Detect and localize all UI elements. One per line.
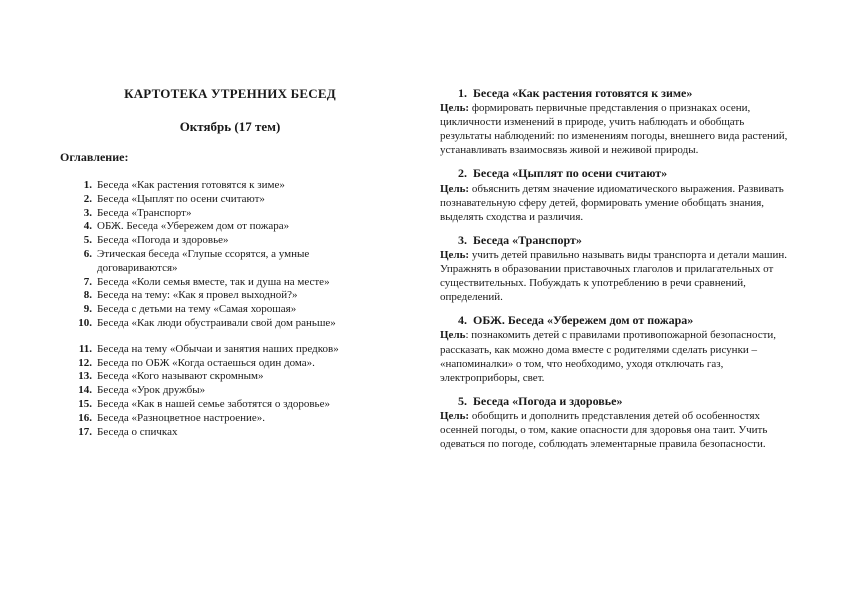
goal-text: объяснить детям значение идиоматического выражения. Развивать познавательную сферу детей, формировать умение обобщать знания, выделять сходства и различия. (440, 182, 784, 223)
section-number: 4. (458, 313, 467, 328)
toc-item-number: 16. (78, 411, 92, 424)
toc-item-text: Беседа по ОБЖ «Когда остаешься один дома». (97, 356, 315, 369)
toc-item (72, 398, 392, 412)
toc-item (72, 179, 392, 193)
section-goal (440, 101, 790, 157)
toc-item-number: 3. (83, 206, 92, 219)
toc-item-number: 10. (78, 316, 92, 329)
toc-item-number: 4. (83, 220, 92, 233)
goal-label: Цель: (440, 409, 470, 422)
section-heading (440, 313, 790, 327)
toc-item-text: Беседа «Погода и здоровье» (97, 234, 229, 247)
goal-text: учить детей правильно называть виды транспорта и детали машин. Упражнять в образовании приставочных глаголов и прилагательных от существительных. Побуждать к употреблению в речи сравнений, определений. (440, 248, 788, 304)
toc-item (72, 426, 392, 440)
toc-item-number: 9. (83, 303, 92, 316)
toc-item (72, 317, 392, 331)
toc-item-text: Беседа «Транспорт» (97, 206, 192, 219)
toc-item-text: Беседа «Урок дружбы» (97, 384, 206, 397)
toc-item-text: Беседа с детьми на тему «Самая хорошая» (97, 303, 297, 316)
toc-item (72, 357, 392, 371)
section-goal (440, 248, 790, 304)
toc-item-text: Этическая беседа «Глупые ссорятся, а умные договариваются» (97, 247, 310, 274)
toc-item (72, 384, 392, 398)
toc-item-number: 1. (83, 179, 92, 191)
toc-item (72, 412, 392, 426)
document-subtitle: Октябрь (17 тем) (179, 119, 281, 134)
section-heading (440, 394, 790, 408)
toc-item (72, 220, 392, 234)
toc-item-number: 11. (78, 342, 92, 355)
goal-text: формировать первичные представления о признаках осени, цикличности изменений в природе, учить наблюдать и обобщать результаты наблюдений: по изменениям погоды, внешнего вида растений, устанавливать взаимосвязь живой и неживой природы. (440, 102, 788, 157)
toc-item (72, 207, 392, 221)
toc-spacer (72, 331, 392, 343)
toc-item (72, 234, 392, 248)
toc-item-text: ОБЖ. Беседа «Убережем дом от пожара» (97, 220, 290, 233)
toc-heading: Оглавление: (60, 150, 129, 164)
toc-item-number: 17. (78, 425, 92, 438)
conversation-section (440, 86, 790, 157)
section-title: Беседа «Как растения готовятся к зиме» (473, 86, 693, 100)
section-heading (440, 86, 790, 100)
section-title: Беседа «Цыплят по осени считают» (473, 166, 668, 181)
toc-item-number: 7. (83, 275, 92, 288)
sections-column (440, 86, 790, 460)
toc-item-text: Беседа о спичках (97, 425, 178, 438)
toc-item (72, 193, 392, 207)
goal-text: : познакомить детей с правилами противопожарной безопасности, рассказать, как можно дома вместе с родителями сделать рисунки – «напоминалки» о том, что необходимо, уходя отключать газ, электроприборы, свет. (440, 329, 777, 384)
toc-item (72, 276, 392, 290)
toc-item-number: 13. (78, 370, 92, 383)
toc-item-number: 12. (78, 356, 92, 369)
toc-item (72, 248, 392, 276)
toc-item (72, 289, 392, 303)
toc-item-number: 8. (83, 289, 92, 302)
toc-item-text: Беседа «Разноцветное настроение». (97, 411, 266, 424)
toc-item-text: Беседа «Коли семья вместе, так и душа на месте» (97, 275, 330, 288)
section-title: Беседа «Погода и здоровье» (473, 393, 623, 408)
toc-item-text: Беседа «Как растения готовятся к зиме» (97, 179, 285, 191)
conversation-section (440, 166, 790, 223)
toc-item-number: 6. (83, 247, 92, 260)
section-goal (440, 182, 790, 224)
section-heading (440, 233, 790, 247)
goal-label: Цель (440, 329, 466, 342)
section-number: 2. (458, 166, 467, 181)
table-of-contents (72, 179, 392, 439)
toc-item-text: Беседа «Цыплят по осени считают» (97, 192, 265, 205)
conversation-section (440, 394, 790, 451)
conversation-section (440, 313, 790, 384)
section-number: 1. (458, 86, 467, 100)
section-title: ОБЖ. Беседа «Убережем дом от пожара» (473, 313, 694, 328)
goal-label: Цель: (440, 182, 470, 195)
toc-item (72, 343, 392, 357)
toc-item-text: Беседа «Кого называют скромным» (97, 370, 264, 383)
section-goal (440, 328, 790, 384)
toc-item (72, 370, 392, 384)
section-title: Беседа «Транспорт» (473, 232, 582, 247)
conversation-section (440, 233, 790, 304)
toc-item-number: 14. (78, 384, 92, 397)
toc-item-number: 5. (83, 234, 92, 247)
section-goal (440, 409, 790, 451)
toc-item-text: Беседа «Как люди обустраивали свой дом раньше» (97, 316, 336, 329)
toc-item-text: Беседа на тему: «Как я провел выходной?» (97, 289, 298, 302)
section-number: 5. (458, 393, 467, 408)
toc-item-number: 2. (83, 192, 92, 205)
toc-item-text: Беседа «Как в нашей семье заботятся о здоровье» (97, 397, 330, 410)
goal-text: обобщить и дополнить представления детей об особенностях осенней погоды, о том, какие опасности для здоровья она таит. Учить одеваться по погоде, соблюдать элементарные правила безопасности. (440, 409, 768, 451)
section-heading (440, 166, 790, 180)
goal-label: Цель: (440, 248, 470, 261)
section-number: 3. (458, 232, 467, 247)
goal-label: Цель: (440, 102, 470, 115)
document-title: КАРТОТЕКА УТРЕННИХ БЕСЕД (124, 86, 336, 101)
toc-item-text: Беседа на тему «Обычаи и занятия наших предков» (97, 342, 339, 355)
toc-item-number: 15. (78, 397, 92, 410)
toc-item (72, 303, 392, 317)
